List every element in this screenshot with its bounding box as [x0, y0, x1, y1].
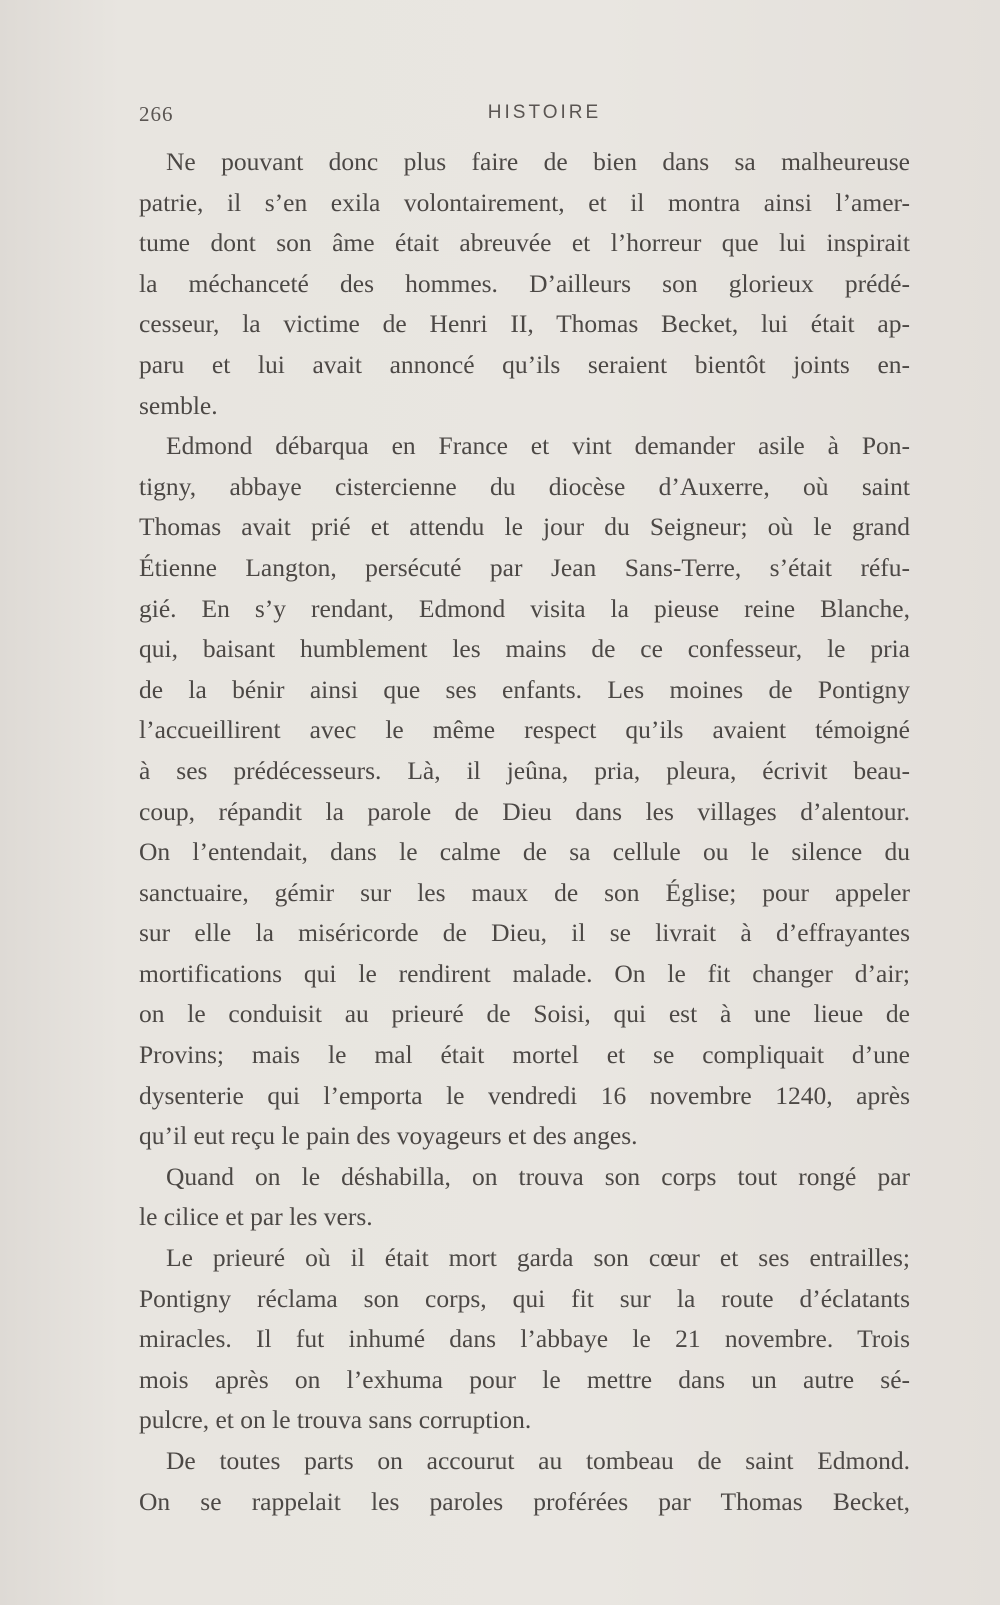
text-line: la méchanceté des hommes. D’ailleurs son glorieux prédé- — [139, 268, 910, 298]
text-line: On se rappelait les paroles proférées par Thomas Becket, — [139, 1486, 910, 1516]
text-line: qu’il eut reçu le pain des voyageurs et des anges. — [139, 1121, 638, 1151]
text-line: Edmond débarqua en France et vint demander asile à Pon- — [166, 431, 910, 461]
text-line: On l’entendait, dans le calme de sa cellule ou le silence du — [139, 837, 910, 867]
text-line: coup, répandit la parole de Dieu dans les villages d’alentour. — [139, 796, 910, 826]
text-line: Pontigny réclama son corps, qui fit sur la route d’éclatants — [139, 1283, 910, 1313]
text-line: Quand on le déshabilla, on trouva son corps tout rongé par — [166, 1161, 910, 1191]
text-line: miracles. Il fut inhumé dans l’abbaye le 21 novembre. Trois — [139, 1324, 910, 1354]
running-head: HISTOIRE — [487, 102, 602, 123]
text-line: Le prieuré où il était mort garda son cœur et ses entrailles; — [166, 1243, 910, 1273]
text-line: tume dont son âme était abreuvée et l’horreur que lui inspirait — [139, 228, 910, 258]
text-line: à ses prédécesseurs. Là, il jeûna, pria, pleura, écrivit beau- — [139, 755, 910, 785]
text-line: patrie, il s’en exila volontairement, et il montra ainsi l’amer- — [139, 187, 910, 217]
body-text — [139, 142, 910, 1522]
text-line: semble. — [139, 390, 218, 420]
text-line: on le conduisit au prieuré de Soisi, qui est à une lieue de — [139, 999, 910, 1029]
text-line: tigny, abbaye cistercienne du diocèse d’Auxerre, où saint — [139, 471, 910, 501]
text-line: cesseur, la victime de Henri II, Thomas Becket, lui était ap- — [139, 309, 910, 339]
text-line: mois après on l’exhuma pour le mettre dans un autre sé- — [139, 1364, 910, 1394]
text-line: Étienne Langton, persécuté par Jean Sans-Terre, s’était réfu- — [139, 552, 910, 582]
text-line: le cilice et par les vers. — [139, 1202, 373, 1232]
page-header — [139, 100, 910, 130]
text-line: sanctuaire, gémir sur les maux de son Église; pour appeler — [139, 877, 910, 907]
text-line: qui, baisant humblement les mains de ce confesseur, le pria — [139, 634, 910, 664]
text-line: Ne pouvant donc plus faire de bien dans sa malheureuse — [166, 147, 910, 176]
text-line: Thomas avait prié et attendu le jour du Seigneur; où le grand — [139, 512, 910, 542]
text-line: l’accueillirent avec le même respect qu’ils avaient témoigné — [139, 715, 910, 745]
text-line: De toutes parts on accourut au tombeau de saint Edmond. — [166, 1446, 910, 1475]
page-number: 266 — [139, 102, 174, 126]
text-line: paru et lui avait annoncé qu’ils seraient bientôt joints en- — [139, 349, 910, 379]
text-line: sur elle la miséricorde de Dieu, il se livrait à d’effrayantes — [139, 918, 910, 948]
text-line: gié. En s’y rendant, Edmond visita la pieuse reine Blanche, — [139, 593, 910, 623]
text-line: mortifications qui le rendirent malade. On le fit changer d’air; — [139, 958, 910, 988]
text-line: dysenterie qui l’emporta le vendredi 16 novembre 1240, après — [139, 1080, 910, 1110]
text-line: Provins; mais le mal était mortel et se compliquait d’une — [139, 1040, 910, 1070]
text-line: de la bénir ainsi que ses enfants. Les moines de Pontigny — [139, 674, 910, 704]
text-line: pulcre, et on le trouva sans corruption. — [139, 1405, 532, 1435]
